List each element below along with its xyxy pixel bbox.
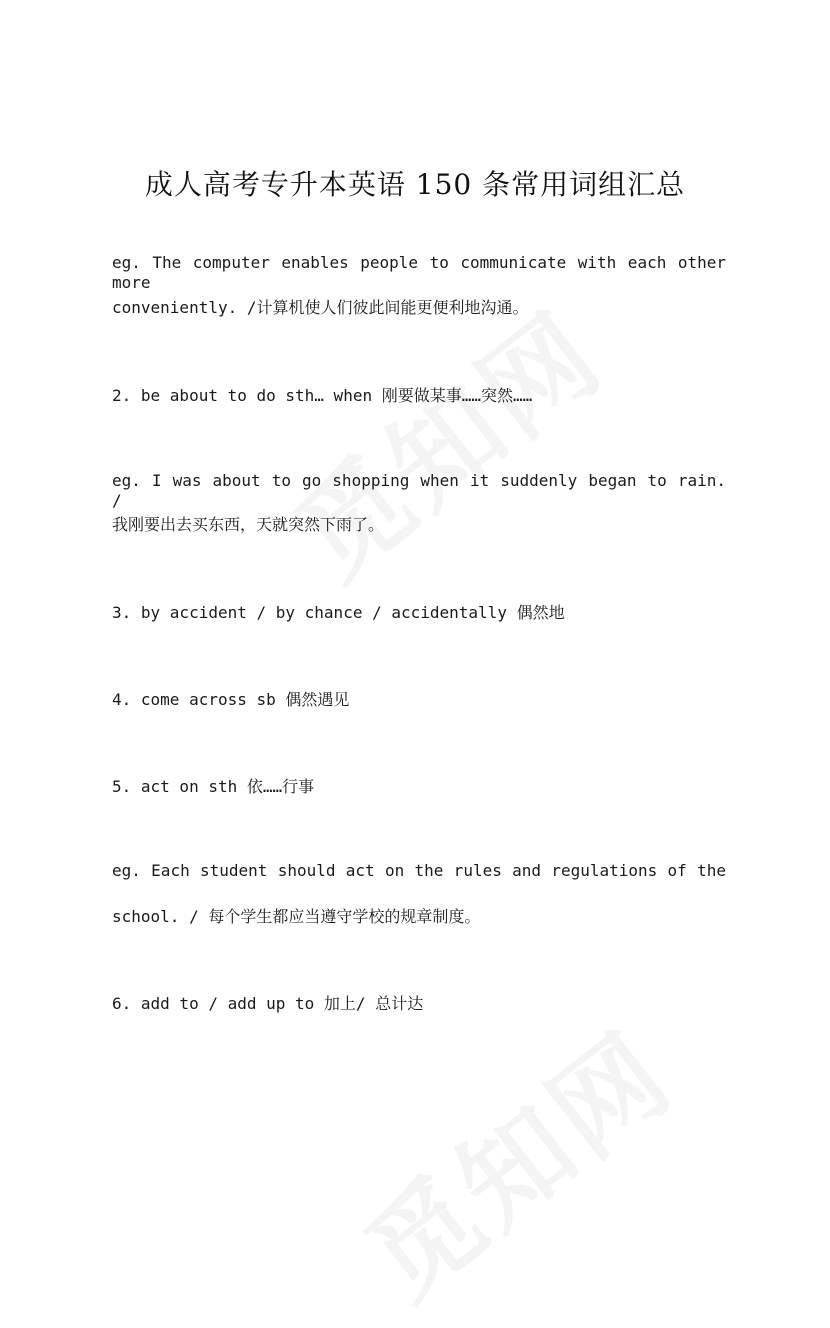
phrase-item: 2. be about to do sth… when 刚要做某事……突然…… xyxy=(112,386,533,405)
example-sentence: eg. Each student should act on the rules and regulations of the xyxy=(112,861,726,880)
phrase-item: 3. by accident / by chance / accidentally 偶然地 xyxy=(112,603,565,622)
phrase-item: 5. act on sth 依……行事 xyxy=(112,777,315,796)
page-title: 成人高考专升本英语 150 条常用词组汇总 xyxy=(144,168,686,201)
example-translation: school. / 每个学生都应当遵守学校的规章制度。 xyxy=(112,907,481,926)
example-translation: 我刚要出去买东西，天就突然下雨了。 xyxy=(112,515,385,534)
phrase-item: 4. come across sb 偶然遇见 xyxy=(112,690,350,709)
phrase-item: 6. add to / add up to 加上/ 总计达 xyxy=(112,994,424,1013)
example-sentence: eg. The computer enables people to communicate with each other more xyxy=(112,253,726,292)
example-translation: conveniently. /计算机使人们彼此间能更便利地沟通。 xyxy=(112,298,529,317)
watermark xyxy=(328,990,700,1328)
watermark xyxy=(258,270,630,609)
example-sentence: eg. I was about to go shopping when it suddenly began to rain. / xyxy=(112,471,726,510)
